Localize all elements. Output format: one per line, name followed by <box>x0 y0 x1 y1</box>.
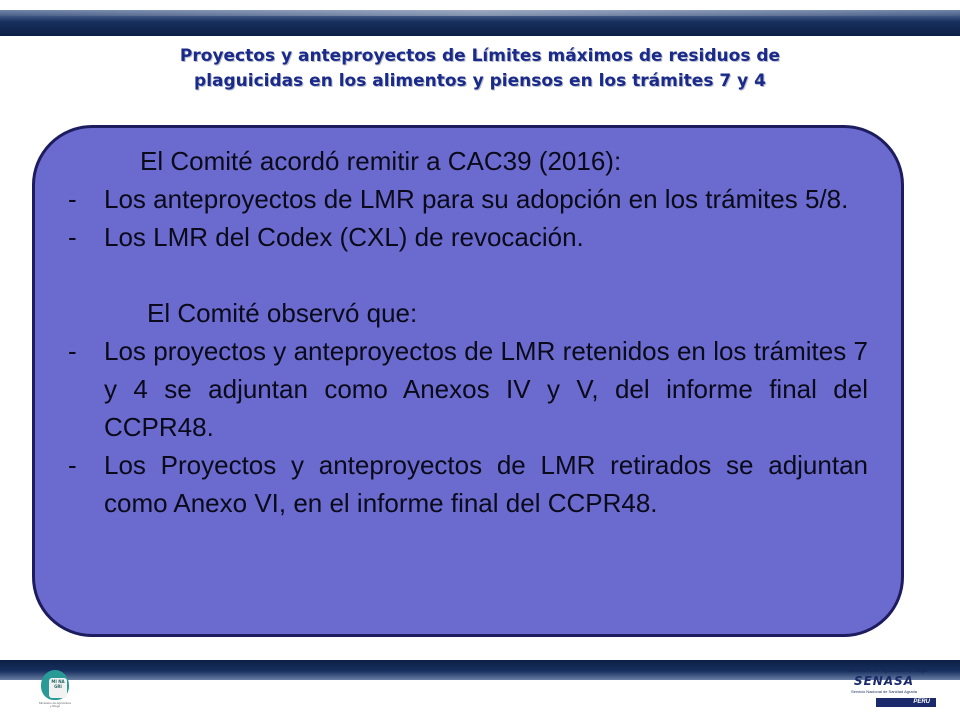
list-item-text: Los LMR del Codex (CXL) de revocación. <box>104 222 584 252</box>
slide-title-line-1: Proyectos y anteproyectos de Límites máximos de residuos de <box>179 46 781 66</box>
bullet-dash: - <box>68 222 77 252</box>
list-item <box>62 180 868 218</box>
list-item <box>62 332 868 446</box>
committee-agreed-heading: El Comité acordó remitir a CAC39 (2016): <box>140 146 622 176</box>
senasa-name: SENASA <box>853 674 915 688</box>
panel-content <box>62 142 868 522</box>
list-item <box>62 446 868 522</box>
slide-title <box>40 44 920 94</box>
list-item <box>62 218 868 256</box>
banner-shine <box>0 10 960 16</box>
senasa-country-band: PERU <box>876 698 936 707</box>
senasa-ministry-text: Ministerio de Agricultura y Riego <box>848 668 928 674</box>
bullet-dash: - <box>68 336 77 366</box>
senasa-description: Servicio Nacional de Sanidad Agraria <box>850 689 918 694</box>
bullet-dash: - <box>68 184 77 214</box>
list-item-text: Los Proyectos y anteproyectos de LMR retirados se adjuntan como Anexo VI, en el informe final del CCPR48. <box>104 450 868 518</box>
bottom-banner-bar <box>0 660 960 680</box>
list-item-text: Los proyectos y anteproyectos de LMR retenidos en los trámites 7 y 4 se adjuntan como Anexos IV y V, del informe final del CCPR48. <box>104 336 868 442</box>
bullet-dash: - <box>68 450 77 480</box>
top-banner-bar <box>0 10 960 36</box>
list-item-text: Los anteproyectos de LMR para su adopción en los trámites 5/8. <box>104 184 849 214</box>
slide-title-line-2: plaguicidas en los alimentos y piensos en los trámites 7 y 4 <box>194 71 766 91</box>
minagri-logo-subtitle: Ministerio de Agricultura y Riego <box>38 701 71 708</box>
senasa-logo <box>830 668 940 714</box>
minagri-drop-icon <box>41 670 69 700</box>
spacer <box>62 256 868 294</box>
committee-observed-heading: El Comité observó que: <box>147 298 418 328</box>
minagri-logo-text: MI NA GRI <box>49 678 67 698</box>
minagri-logo <box>38 668 72 712</box>
